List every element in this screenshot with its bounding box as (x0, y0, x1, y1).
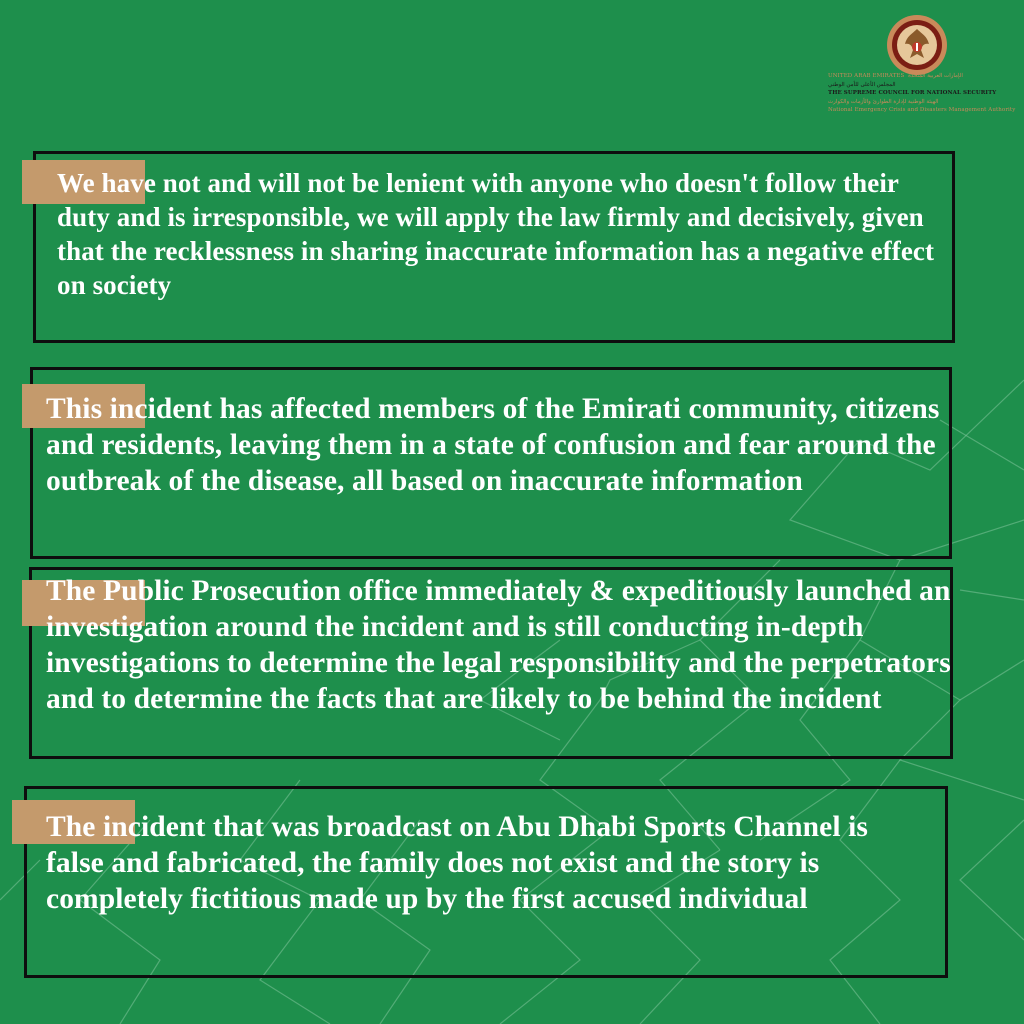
header-line-authority-arabic: الهيئة الوطنية لإدارة الطوارئ والأزمات والكوارث (828, 98, 939, 105)
statement-text: This incident has affected members of the Emirati community, citizens and residents, leaving them in a state of confusion and fear around the outbreak of the disease, all based on inaccurate information (46, 393, 940, 497)
statement-text: The Public Prosecution office immediately & expeditiously launched an investigation around the incident and is still conducting in-depth investigations to determine the legal responsibility and the perpetrators and to determine the facts that are likely to be behind the incident (46, 575, 951, 715)
authority-header (828, 72, 1016, 115)
header-line-country: UNITED ARAB EMIRATES الإمارات العربية المتحدة (828, 73, 963, 79)
statement-text: The incident that was broadcast on Abu Dhabi Sports Channel is false and fabricated, the family does not exist and the story is completely fictitious made up by the first accused individual (46, 811, 869, 915)
uae-emblem-icon (886, 14, 948, 76)
statement-text: We have not and will not be lenient with anyone who doesn't follow their duty and is irresponsible, we will apply the law firmly and decisively, given that the recklessness in sharing inaccurate information has a negative effect on society (57, 168, 935, 300)
header-line-council-arabic: المجلس الأعلى للأمن الوطني (828, 81, 896, 88)
header-line-authority: National Emergency Crisis and Disasters Management Authority (828, 107, 1016, 113)
header-line-council: THE SUPREME COUNCIL FOR NATIONAL SECURITY (828, 90, 997, 96)
